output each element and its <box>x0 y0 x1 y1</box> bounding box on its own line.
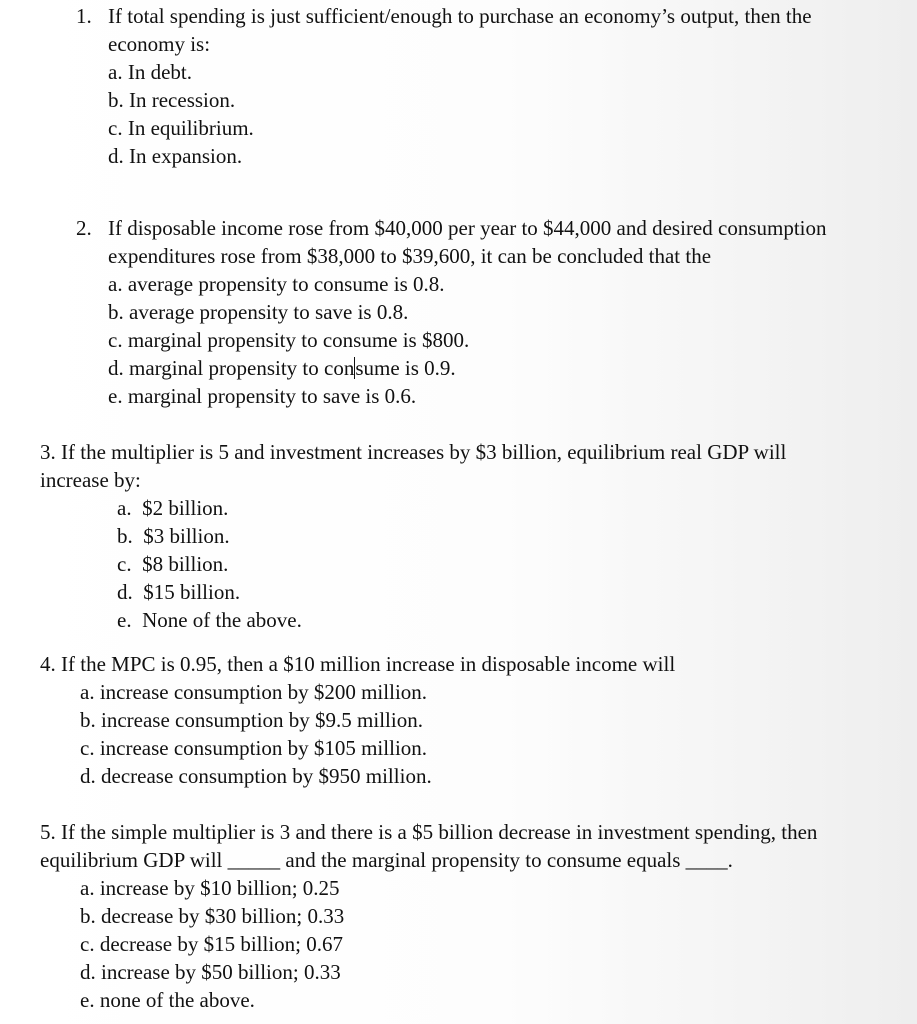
question-1 <box>76 2 812 170</box>
answer-option-d <box>108 354 827 382</box>
question-stem: 4. If the MPC is 0.95, then a $10 million increase in disposable income will <box>40 652 676 676</box>
answer-option-c: c. $8 billion. <box>117 552 229 576</box>
answer-option-a: a. average propensity to consume is 0.8. <box>108 272 445 296</box>
question-stem: economy is: <box>108 32 211 56</box>
question-stem: 5. If the simple multiplier is 3 and there is a $5 billion decrease in investment spending, then <box>40 820 818 844</box>
answer-option-e: e. marginal propensity to save is 0.6. <box>108 384 417 408</box>
answer-option-d: d. decrease consumption by $950 million. <box>80 764 432 788</box>
answer-option-d: d. $15 billion. <box>117 580 241 604</box>
answer-option-c: c. marginal propensity to consume is $800. <box>108 328 470 352</box>
question-4 <box>40 650 675 790</box>
question-number: 1. <box>76 4 92 28</box>
answer-option-b: b. $3 billion. <box>117 524 230 548</box>
answer-option-a: a. $2 billion. <box>117 496 229 520</box>
option-text: sume is 0.9. <box>355 356 456 380</box>
question-number: 2. <box>76 216 92 240</box>
answer-option-e: e. none of the above. <box>80 988 255 1012</box>
question-5 <box>40 818 817 1014</box>
answer-option-a: a. increase by $10 billion; 0.25 <box>80 876 340 900</box>
answer-option-a: a. In debt. <box>108 60 192 84</box>
answer-option-c: c. decrease by $15 billion; 0.67 <box>80 932 344 956</box>
answer-option-b: b. increase consumption by $9.5 million. <box>80 708 423 732</box>
question-stem: increase by: <box>40 468 141 492</box>
answer-option-d: d. In expansion. <box>108 144 243 168</box>
question-2 <box>76 214 827 410</box>
question-stem: equilibrium GDP will _____ and the marginal propensity to consume equals ____. <box>40 848 733 872</box>
question-3 <box>40 438 786 634</box>
answer-option-d: d. increase by $50 billion; 0.33 <box>80 960 341 984</box>
answer-option-e: e. None of the above. <box>117 608 302 632</box>
answer-option-c: c. increase consumption by $105 million. <box>80 736 428 760</box>
question-stem: expenditures rose from $38,000 to $39,600, it can be concluded that the <box>108 244 712 268</box>
answer-option-b: b. decrease by $30 billion; 0.33 <box>80 904 345 928</box>
answer-option-b: b. In recession. <box>108 88 236 112</box>
option-text: d. marginal propensity to con <box>108 356 355 380</box>
answer-option-a: a. increase consumption by $200 million. <box>80 680 428 704</box>
question-stem: If disposable income rose from $40,000 per year to $44,000 and desired consumption <box>108 216 827 240</box>
answer-option-b: b. average propensity to save is 0.8. <box>108 300 409 324</box>
question-stem: If total spending is just sufficient/enough to purchase an economy’s output, then the <box>108 4 812 28</box>
answer-option-c: c. In equilibrium. <box>108 116 254 140</box>
question-stem: 3. If the multiplier is 5 and investment increases by $3 billion, equilibrium real GDP will <box>40 440 787 464</box>
